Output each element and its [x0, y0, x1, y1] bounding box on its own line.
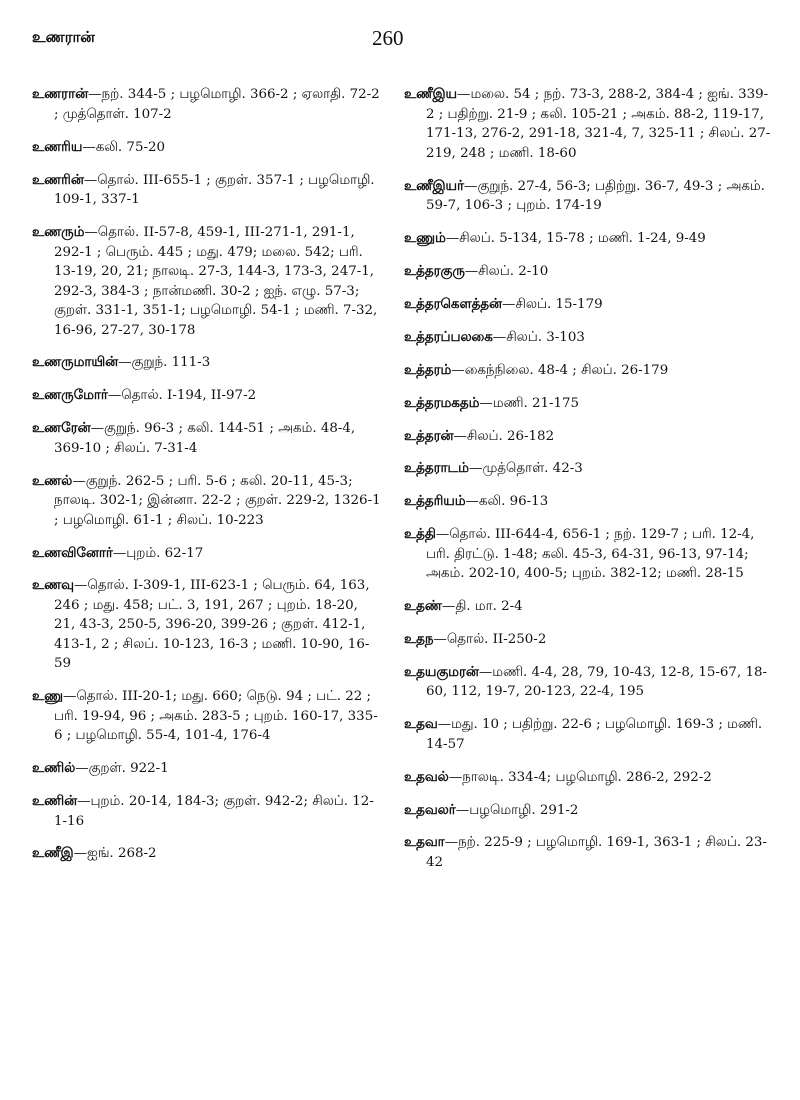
index-entry [404, 361, 774, 381]
references: —சிலப். 15-179 [502, 296, 603, 312]
page-number: 260 [372, 26, 404, 50]
references: —நாலடி. 334-4; பழமொழி. 286-2, 292-2 [448, 769, 712, 785]
index-entry [32, 472, 382, 531]
index-entry [32, 544, 382, 564]
headword: உணீஇயர் [404, 178, 465, 194]
index-entry [404, 715, 774, 754]
references: —சிலப். 3-103 [492, 329, 585, 345]
references: —பழமொழி. 291-2 [455, 802, 579, 818]
references: —கைந்நிலை. 48-4 ; சிலப். 26-179 [451, 362, 669, 378]
index-entry [404, 459, 774, 479]
references: —நற். 225-9 ; பழமொழி. 169-1, 363-1 ; சிலப். 23-42 [426, 835, 767, 870]
references: —குறுந். 111-3 [118, 355, 211, 371]
headword: உணருமோர் [32, 388, 108, 404]
references: —மணி. 21-175 [479, 395, 580, 411]
headword: உதண் [404, 599, 442, 615]
headword: உணீஇய [404, 87, 458, 103]
left-column [32, 72, 382, 876]
index-entry [404, 597, 774, 617]
index-entry [404, 85, 774, 163]
headword: உணருமாயின் [32, 355, 119, 371]
references: —குறுந். 96-3 ; கலி. 144-51 ; அகம். 48-4, 369-10 ; சிலப். 7-31-4 [54, 421, 356, 456]
index-entry [32, 687, 382, 746]
index-entry [404, 768, 774, 788]
headword: உணு [32, 689, 63, 705]
headword: உத்தரகுரு [404, 264, 465, 280]
headword: உணரிய [32, 139, 83, 155]
index-entry [32, 844, 382, 864]
headword: உணரான் [32, 87, 89, 103]
headword: உணரும் [32, 225, 85, 241]
references: —குறுந். 27-4, 56-3; பதிற்று. 36-7, 49-3 ; அகம். 59-7, 106-3 ; புறம். 174-19 [426, 178, 765, 214]
headword: உணீஇ [32, 846, 74, 862]
index-entry [32, 223, 382, 340]
references: —தொல். III-644-4, 656-1 ; நற். 129-7 ; பரி. 12-4, பரி. திரட்டு. 1-48; கலி. 45-3, 64-31, 96-13, 97-14; அகம். 202-10, 400-5; புறம். 382-12; மணி. 28-15 [426, 527, 755, 582]
index-entry [404, 663, 774, 702]
headword: உதவலர் [404, 802, 456, 818]
right-column [404, 72, 774, 884]
references: —முத்தொள். 42-3 [468, 461, 583, 477]
index-entry [404, 394, 774, 414]
headword: உதவா [404, 835, 445, 851]
index-entry [32, 386, 382, 406]
index-entry [32, 759, 382, 779]
headword: உணும் [404, 231, 446, 247]
headword: உணரேன் [32, 421, 91, 437]
references: —தி. மா. 2-4 [441, 599, 523, 615]
references: —சிலப். 5-134, 15-78 ; மணி. 1-24, 9-49 [445, 231, 706, 247]
index-entry [32, 576, 382, 674]
references: —கலி. 96-13 [465, 494, 549, 510]
index-entry [404, 295, 774, 315]
references: —கலி. 75-20 [82, 139, 166, 155]
index-entry [404, 177, 774, 216]
index-entry [32, 138, 382, 158]
headword: உத்தரப்பலகை [404, 329, 493, 345]
references: —புறம். 62-17 [112, 545, 204, 561]
headword: உதவ [404, 717, 438, 733]
references: —ஐங். 268-2 [73, 846, 157, 862]
references: —தொல். I-309-1, III-623-1 ; பெரும். 64, 163, 246 ; மது. 458; பட். 3, 191, 267 ; புறம். 18-20, 21, 43-3, 250-5, 396-20, 399-26 ; குறள். 412-1, 413-1, 2 ; சிலப். 10-123, 16-3 ; மணி. 10-90, 16-59 [54, 578, 370, 672]
headword: உணல் [32, 473, 73, 489]
index-entry [404, 427, 774, 447]
headword: உணவு [32, 578, 75, 594]
index-entry [32, 792, 382, 831]
headword: உதந [404, 631, 434, 647]
running-header: உணரான் [32, 28, 95, 46]
headword: உத்தரன் [404, 428, 454, 444]
index-entry [404, 492, 774, 512]
headword: உணின் [32, 794, 78, 810]
index-entry [404, 229, 774, 249]
index-entry [32, 171, 382, 210]
references: —தொல். II-57-8, 459-1, III-271-1, 291-1, 292-1 ; பெரும். 445 ; மது. 479; மலை. 542; பரி. 13-19, 20, 21; நாலடி. 27-3, 144-3, 173-3, 247-1, 292-3, 384-3 ; நான்மணி. 30-2 ; ஐந். எழு. 57-3; குறள். 331-1, 351-1; பழமொழி. 54-1 ; மணி. 7-32, 16-96, 27-27, 30-178 [54, 225, 378, 338]
headword: உத்தரம் [404, 362, 452, 378]
index-entry [404, 525, 774, 584]
references: —மலை. 54 ; நற். 73-3, 288-2, 384-4 ; ஐங். 339-2 ; பதிற்று. 21-9 ; கலி. 105-21 ; அகம். 88-2, 119-17, 171-13, 276-2, 291-18, 321-4, 7, 325-11 ; சிலப். 27-219, 248 ; மணி. 18-60 [426, 87, 771, 161]
index-entry [404, 328, 774, 348]
references: —மது. 10 ; பதிற்று. 22-6 ; பழமொழி. 169-3 ; மணி. 14-57 [426, 717, 763, 752]
index-entry [404, 833, 774, 872]
references: —சிலப். 26-182 [453, 428, 555, 444]
headword: உதவல் [404, 769, 449, 785]
headword: உத்தரியம் [404, 494, 466, 510]
references: —குறள். 922-1 [75, 761, 169, 777]
index-entry [32, 85, 382, 124]
headword: உணரின் [32, 172, 84, 188]
headword: உத்தராடம் [404, 461, 469, 477]
headword: உத்தரகௌத்தன் [404, 296, 503, 312]
headword: உணில் [32, 761, 76, 777]
headword: உணவினோர் [32, 545, 113, 561]
references: —தொல். II-250-2 [433, 631, 547, 647]
index-entry [32, 353, 382, 373]
index-entry [404, 630, 774, 650]
references: —தொல். III-655-1 ; குறள். 357-1 ; பழமொழி. 109-1, 337-1 [54, 172, 375, 208]
index-entry [32, 419, 382, 458]
references: —குறுந். 262-5 ; பரி. 5-6 ; கலி. 20-11, 45-3; நாலடி. 302-1; இன்னா. 22-2 ; குறள். 229-2, 1326-1 ; பழமொழி. 61-1 ; சிலப். 10-223 [54, 473, 381, 528]
headword: உதயகுமரன் [404, 664, 479, 680]
references: —தொல். I-194, II-97-2 [107, 388, 257, 404]
references: —சிலப். 2-10 [464, 264, 549, 280]
index-entry [404, 801, 774, 821]
references: —தொல். III-20-1; மது. 660; நெடு. 94 ; பட். 22 ; பரி. 19-94, 96 ; அகம். 283-5 ; புறம். 160-17, 335-6 ; பழமொழி. 55-4, 101-4, 176-4 [54, 689, 378, 744]
references: —புறம். 20-14, 184-3; குறள். 942-2; சிலப். 12-1-16 [54, 794, 374, 829]
headword: உத்தி [404, 527, 436, 543]
index-entry [404, 262, 774, 282]
references: —நற். 344-5 ; பழமொழி. 366-2 ; ஏலாதி. 72-2 ; முத்தொள். 107-2 [54, 87, 380, 122]
references: —மணி. 4-4, 28, 79, 10-43, 12-8, 15-67, 18-60, 112, 19-7, 20-123, 22-4, 195 [426, 664, 768, 700]
headword: உத்தரமகதம் [404, 395, 480, 411]
